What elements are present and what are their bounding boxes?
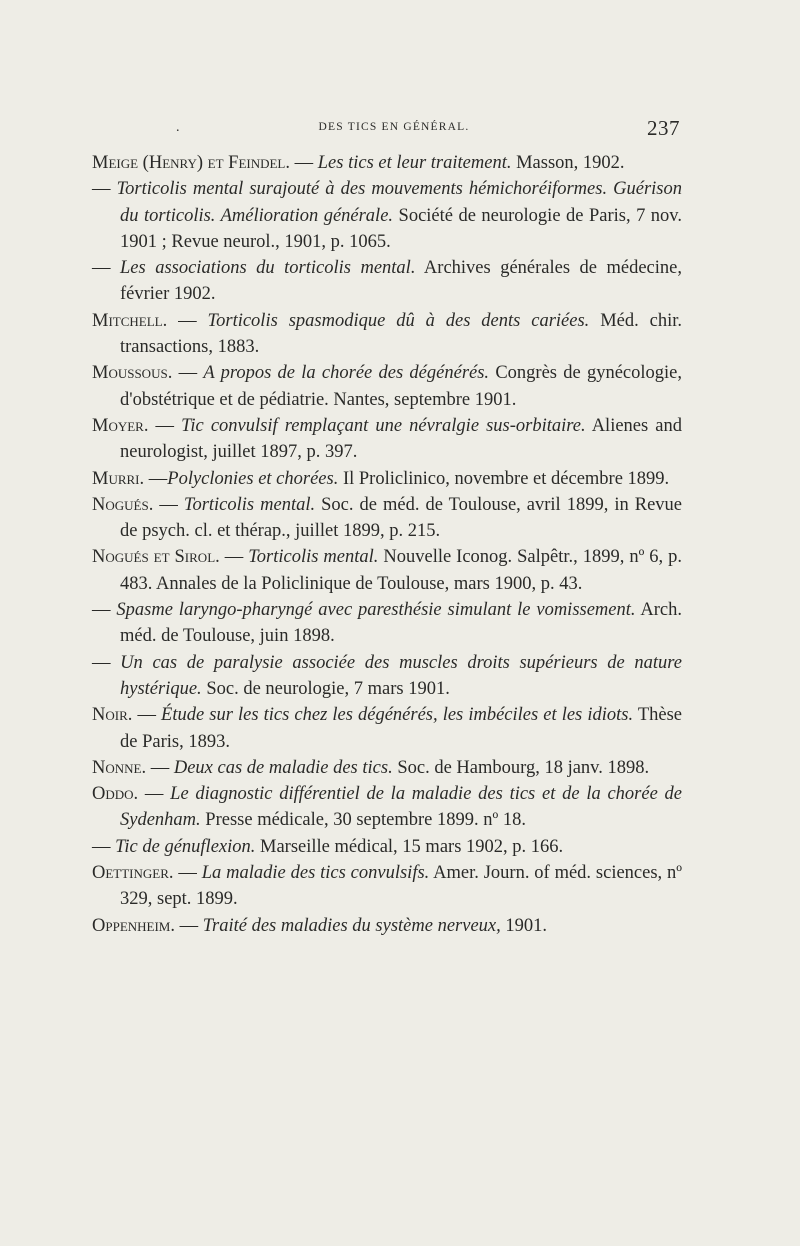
entry-author: Mitchell.: [92, 310, 168, 331]
bibliography-entry: [92, 150, 682, 176]
entry-dash: —: [148, 415, 182, 436]
entry-details: Marseille médical, 15 mars 1902, p. 166.: [255, 836, 564, 857]
bibliography-entry: [92, 650, 682, 703]
entry-title: A propos de la chorée des dégénérés.: [203, 363, 490, 384]
bibliography-entry: [92, 860, 682, 913]
entry-dash: —: [175, 915, 203, 936]
entry-author: Nogués.: [92, 494, 154, 515]
bibliography-entry: [92, 492, 682, 545]
entry-author: Nogués et Sirol.: [92, 547, 220, 568]
entry-dash: —: [290, 153, 318, 173]
entry-dash: —: [92, 179, 117, 200]
entry-dash: —: [92, 836, 116, 857]
bibliography-entry: [92, 702, 682, 755]
entry-dash: —: [92, 258, 120, 279]
entry-dash: —: [92, 652, 121, 673]
entry-details: Congrès de gynécologie, d'obstétrique et de pédiatrie. Nantes, septembre 1901.: [120, 363, 682, 410]
entry-author: Oppenheim.: [92, 915, 175, 936]
bibliography-entry: [92, 755, 682, 781]
entry-author: Oettinger.: [92, 863, 174, 884]
entry-title: Le diagnostic différentiel de la maladie des tics et de la chorée de Sydenham.: [120, 784, 682, 831]
entry-title: Torticolis mental surajouté à des mouvements hémichoréiformes. Guérison du torticolis. Amélioration générale.: [116, 179, 682, 226]
entry-dash: —: [172, 363, 204, 384]
entry-title: Torticolis mental.: [183, 494, 316, 515]
bibliography-entry: [92, 176, 682, 255]
entry-dash: —: [153, 494, 184, 515]
entry-details: Alienes and neurologist, juillet 1897, p. 397.: [120, 415, 683, 463]
entry-dash: —: [219, 547, 249, 568]
entry-title: Torticolis mental.: [248, 547, 379, 568]
entry-details: 1901.: [500, 915, 547, 936]
entry-title: Les tics et leur traitement.: [317, 153, 512, 173]
bibliography-list: [92, 150, 682, 939]
entry-dash: —: [132, 705, 162, 726]
entry-details: Thèse de Paris, 1893.: [120, 705, 682, 752]
entry-dash: —: [92, 600, 117, 621]
entry-details: Arch. méd. de Toulouse, juin 1898.: [120, 600, 682, 647]
entry-details: Soc. de neurologie, 7 mars 1901.: [201, 678, 450, 699]
entry-details: Soc. de méd. de Toulouse, avril 1899, in Revue de psych. cl. et thérap., juillet 1899, p. 215.: [120, 494, 682, 542]
entry-dash: —: [138, 784, 171, 805]
running-header: [108, 116, 680, 138]
entry-details: Société de neurologie de Paris, 7 nov. 1901 ; Revue neurol., 1901, p. 1065.: [120, 205, 682, 252]
bibliography-entry: [92, 834, 682, 860]
entry-author: Nonne.: [92, 757, 147, 778]
entry-dash: —: [173, 863, 202, 884]
entry-title: Étude sur les tics chez les dégénérés, les imbéciles et les idiots.: [161, 705, 634, 726]
entry-details: Amer. Journ. of méd. sciences, nº 329, sept. 1899.: [120, 863, 683, 910]
entry-dash: —: [167, 310, 208, 331]
entry-title: Torticolis spasmodique dû à des dents cariées.: [207, 310, 590, 331]
bibliography-entry: [92, 781, 682, 834]
bibliography-entry: [92, 360, 682, 413]
bibliography-entry: [92, 413, 682, 466]
entry-details: Masson, 1902.: [511, 153, 625, 173]
entry-author: Moyer.: [92, 415, 149, 436]
entry-title: Tic de génuflexion.: [115, 836, 256, 857]
bibliography-entry: [92, 597, 682, 650]
entry-dash: —: [146, 757, 174, 778]
entry-author: Meige (Henry) et Feindel.: [92, 153, 290, 173]
entry-title: La maladie des tics convulsifs.: [201, 863, 430, 884]
entry-author: Noir.: [92, 705, 133, 726]
entry-details: Nouvelle Iconog. Salpêtr., 1899, nº 6, p. 483. Annales de la Policlinique de Toulouse, mars 1900, p. 43.: [120, 547, 682, 594]
running-title: DES TICS EN GÉNÉRAL.: [318, 121, 470, 133]
entry-title: Tic convulsif remplaçant une névralgie sus-orbitaire.: [181, 415, 586, 436]
entry-details: Soc. de Hambourg, 18 janv. 1898.: [392, 757, 650, 778]
bibliography-entry: [92, 913, 682, 939]
entry-author: Moussous.: [92, 363, 173, 384]
entry-title: Les associations du torticolis mental.: [120, 258, 416, 279]
entry-title: Spasme laryngo-pharyngé avec paresthésie simulant le vomissement.: [116, 600, 636, 621]
page-number: 237: [647, 116, 680, 140]
entry-title: Polyclonies et chorées.: [167, 468, 339, 489]
entry-author: Murri.: [92, 468, 145, 489]
entry-details: Méd. chir. transactions, 1883.: [120, 310, 682, 358]
entry-title: Deux cas de maladie des tics.: [173, 757, 393, 778]
entry-title: Un cas de paralysie associée des muscles droits supérieurs de nature hystérique.: [120, 652, 682, 699]
bibliography-entry: [92, 544, 682, 597]
entry-details: Archives générales de médecine, février 1902.: [120, 258, 682, 305]
bibliography-entry: [92, 308, 682, 361]
entry-author: Oddo.: [92, 784, 139, 805]
entry-dash: —: [144, 468, 168, 489]
header-dot: .: [176, 120, 180, 135]
entry-title: Traité des maladies du système nerveux,: [202, 915, 501, 936]
entry-details: Presse médicale, 30 septembre 1899. nº 18.: [200, 810, 526, 831]
bibliography-entry: [92, 255, 682, 308]
entry-details: Il Proliclinico, novembre et décembre 1899.: [338, 468, 670, 489]
bibliography-entry: [92, 466, 682, 492]
